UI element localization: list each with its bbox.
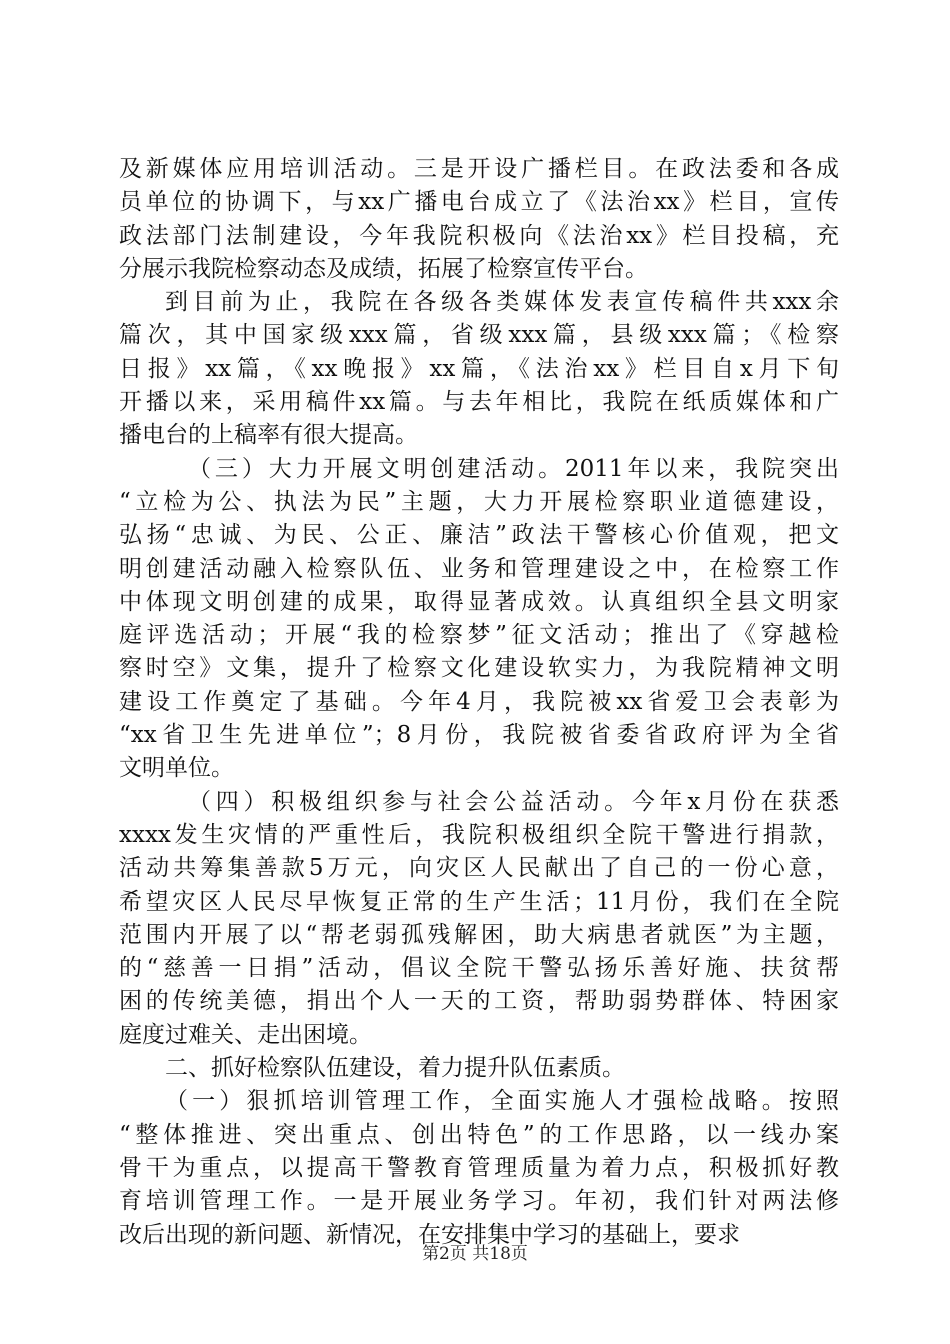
- text-line: 中体现文明创建的成果，取得显著成效。认真组织全县文明家: [119, 588, 839, 615]
- text-line: 改后出现的新问题、新情况，在安排集中学习的基础上，要求: [119, 1221, 740, 1248]
- paragraph: [119, 453, 839, 786]
- text-line: xxxx发生灾情的严重性后，我院积极组织全院干警进行捐款，: [119, 821, 839, 848]
- text-line: 开播以来，采用稿件xx篇。与去年相比，我院在纸质媒体和广: [119, 389, 839, 416]
- text-line: 育培训管理工作。一是开展业务学习。年初，我们针对两法修: [119, 1188, 839, 1215]
- text-line: 庭评选活动；开展“我的检察梦”征文活动；推出了《穿越检: [119, 622, 839, 649]
- text-line: 察时空》文集，提升了检察文化建设软实力，为我院精神文明: [119, 655, 839, 682]
- text-line: 弘扬“忠诚、为民、公正、廉洁”政法干警核心价值观，把文: [119, 522, 839, 549]
- text-line: （一）狠抓培训管理工作，全面实施人才强检战略。按照: [165, 1088, 839, 1115]
- text-line: 文明单位。: [119, 755, 234, 782]
- text-line: 骨干为重点，以提高干警教育管理质量为着力点，积极抓好教: [119, 1154, 839, 1181]
- text-line: （三）大力开展文明创建活动。2011年以来，我院突出: [188, 455, 839, 482]
- text-line: 建设工作奠定了基础。今年4月，我院被xx省爱卫会表彰为: [119, 688, 839, 715]
- text-line: 范围内开展了以“帮老弱孤残解困，助大病患者就医”为主题，: [119, 921, 839, 948]
- text-line: 播电台的上稿率有很大提高。: [119, 422, 418, 449]
- text-line: 及新媒体应用培训活动。三是开设广播栏目。在政法委和各成: [119, 156, 839, 182]
- text-line: 政法部门法制建设，今年我院积极向《法治xx》栏目投稿，充: [119, 222, 839, 249]
- paragraph: [119, 1085, 839, 1251]
- paragraph: [119, 153, 839, 286]
- text-line: “xx省卫生先进单位”；8月份，我院被省委省政府评为全省: [119, 722, 839, 749]
- text-line: “立检为公、执法为民”主题，大力开展检察职业道德建设，: [119, 488, 839, 515]
- text-line: （四）积极组织参与社会公益活动。今年x月份在获悉: [188, 788, 839, 815]
- text-line: 到目前为止，我院在各级各类媒体发表宣传稿件共xxx余: [165, 289, 839, 316]
- text-line: 员单位的协调下，与xx广播电台成立了《法治xx》栏目，宣传: [119, 189, 839, 216]
- text-line: 活动共筹集善款5万元，向灾区人民献出了自己的一份心意，: [119, 855, 839, 882]
- page-footer: 第2页 共18页: [422, 1244, 528, 1264]
- text-line: 二、抓好检察队伍建设，着力提升队伍素质。: [165, 1055, 625, 1082]
- text-line: 的“慈善一日捐”活动，倡议全院干警弘扬乐善好施、扶贫帮: [119, 955, 839, 982]
- paragraph: [119, 786, 839, 1052]
- paragraph: [119, 286, 839, 452]
- text-line: 希望灾区人民尽早恢复正常的生产生活；11月份，我们在全院: [119, 888, 839, 915]
- text-line: 日报》xx篇，《xx晚报》xx篇，《法治xx》栏目自x月下旬: [119, 355, 839, 382]
- text-line: 庭度过难关、走出困境。: [119, 1021, 372, 1048]
- text-line: 明创建活动融入检察队伍、业务和管理建设之中，在检察工作: [119, 555, 839, 582]
- paragraph: [119, 1052, 839, 1085]
- text-line: 篇次，其中国家级xxx篇，省级xxx篇，县级xxx篇；《检察: [119, 322, 839, 349]
- text-line: 分展示我院检察动态及成绩，拓展了检察宣传平台。: [119, 255, 648, 282]
- text-line: 困的传统美德，捐出个人一天的工资，帮助弱势群体、特困家: [119, 988, 839, 1015]
- document-body: [119, 153, 839, 1252]
- text-line: “整体推进、突出重点、创出特色”的工作思路，以一线办案: [119, 1121, 839, 1148]
